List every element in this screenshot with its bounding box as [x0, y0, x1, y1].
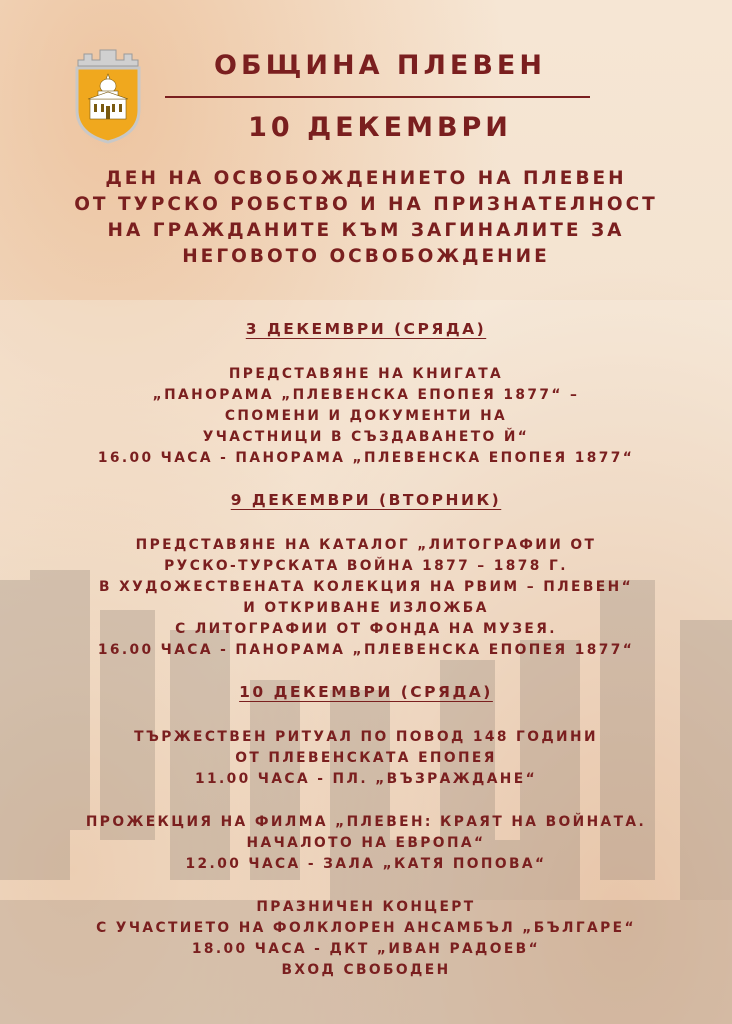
subtitle-line: НА ГРАЖДАНИТЕ КЪМ ЗАГИНАЛИТЕ ЗА: [107, 220, 625, 241]
event-line: ВХОД СВОБОДЕН: [281, 962, 451, 978]
event-line: ТЪРЖЕСТВЕН РИТУАЛ ПО ПОВОД 148 ГОДИНИ: [134, 729, 598, 745]
event-line: УЧАСТНИЦИ В СЪЗДАВАНЕТО Й“: [202, 429, 530, 445]
day-heading-dec-3: 3 ДЕКЕМВРИ (СРЯДА): [245, 320, 487, 338]
event-film-screening: [20, 812, 712, 875]
event-line: ПРАЗНИЧЕН КОНЦЕРТ: [256, 899, 476, 915]
event-line: ПРЕДСТАВЯНЕ НА КАТАЛОГ „ЛИТОГРАФИИ ОТ: [135, 537, 597, 553]
event-line: НАЧАЛОТО НА ЕВРОПА“: [246, 835, 486, 851]
event-line: РУСКО-ТУРСКАТА ВОЙНА 1877 – 1878 Г.: [164, 558, 568, 574]
subtitle-line: ДЕН НА ОСВОБОЖДЕНИЕТО НА ПЛЕВЕН: [105, 168, 627, 189]
event-line: 16.00 ЧАСА - ПАНОРАМА „ПЛЕВЕНСКА ЕПОПЕЯ 1877“: [97, 642, 635, 658]
event-catalog-presentation: [20, 535, 712, 661]
header-divider: [165, 96, 590, 98]
pleven-coat-of-arms-icon: [74, 44, 142, 144]
event-line: И ОТКРИВАНЕ ИЗЛОЖБА: [243, 600, 489, 616]
event-line: ОТ ПЛЕВЕНСКАТА ЕПОПЕЯ: [235, 750, 497, 766]
event-line: „ПАНОРАМА „ПЛЕВЕНСКА ЕПОПЕЯ 1877“ –: [152, 387, 580, 403]
subtitle-line: НЕГОВОТО ОСВОБОЖДЕНИЕ: [182, 246, 550, 267]
event-line: С УЧАСТИЕТО НА ФОЛКЛОРЕН АНСАМБЪЛ „БЪЛГАРЕ“: [96, 920, 636, 936]
event-line: ПРЕДСТАВЯНЕ НА КНИГАТА: [228, 366, 504, 382]
main-date: 10 ДЕКЕМВРИ: [248, 112, 512, 143]
municipality-title: ОБЩИНА ПЛЕВЕН: [214, 50, 546, 81]
day-heading-dec-10: 10 ДЕКЕМВРИ (СРЯДА): [239, 683, 493, 701]
event-book-presentation: [20, 364, 712, 469]
event-line: С ЛИТОГРАФИИ ОТ ФОНДА НА МУЗЕЯ.: [175, 621, 557, 637]
event-subtitle: [30, 166, 702, 270]
event-concert: [20, 897, 712, 981]
event-line: 16.00 ЧАСА - ПАНОРАМА „ПЛЕВЕНСКА ЕПОПЕЯ 1877“: [97, 450, 635, 466]
event-line: ПРОЖЕКЦИЯ НА ФИЛМА „ПЛЕВЕН: КРАЯТ НА ВОЙНАТА.: [85, 814, 647, 830]
event-line: В ХУДОЖЕСТВЕНАТА КОЛЕКЦИЯ НА РВИМ – ПЛЕВЕН“: [98, 579, 634, 595]
event-line: СПОМЕНИ И ДОКУМЕНТИ НА: [224, 408, 508, 424]
program-schedule: [20, 320, 712, 981]
subtitle-line: ОТ ТУРСКО РОБСТВО И НА ПРИЗНАТЕЛНОСТ: [74, 194, 658, 215]
day-heading-dec-9: 9 ДЕКЕМВРИ (ВТОРНИК): [230, 491, 502, 509]
event-line: 11.00 ЧАСА - ПЛ. „ВЪЗРАЖДАНЕ“: [194, 771, 538, 787]
event-line: 12.00 ЧАСА - ЗАЛА „КАТЯ ПОПОВА“: [185, 856, 547, 872]
event-ritual: [20, 727, 712, 790]
event-line: 18.00 ЧАСА - ДКТ „ИВАН РАДОЕВ“: [191, 941, 541, 957]
